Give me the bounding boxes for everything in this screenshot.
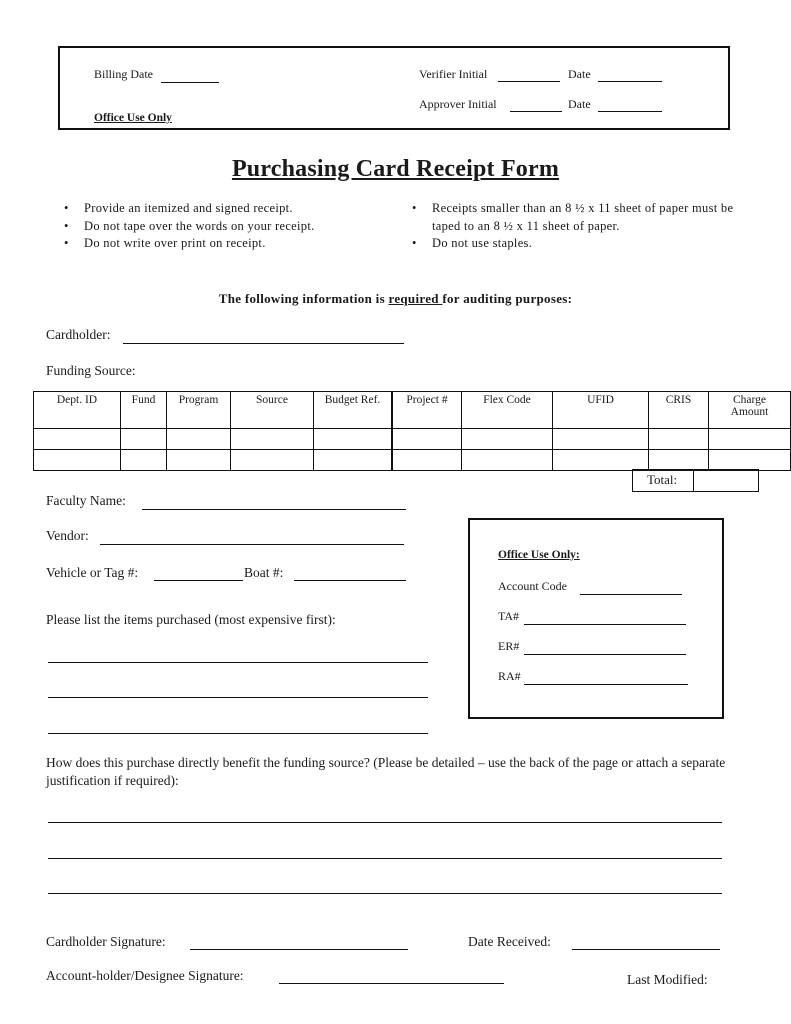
ta-label: TA#: [498, 609, 520, 623]
benefit-line-2[interactable]: [48, 858, 722, 859]
ra-label: RA#: [498, 669, 521, 683]
list-item: • Do not write over print on receipt.: [60, 235, 360, 253]
faculty-name-label: Faculty Name:: [46, 493, 126, 508]
approver-date-field[interactable]: [598, 97, 662, 112]
account-code-label: Account Code: [498, 579, 567, 593]
date-received-field[interactable]: [572, 935, 720, 950]
office-use-only-label: Office Use Only: [94, 112, 172, 124]
table-cell[interactable]: [231, 429, 314, 450]
date-received-label: Date Received:: [468, 934, 551, 949]
er-label: ER#: [498, 639, 520, 653]
table-cell[interactable]: [314, 429, 393, 450]
col-ufid: UFID: [553, 392, 649, 429]
vendor-label: Vendor:: [46, 528, 89, 543]
total-value-cell[interactable]: [693, 469, 759, 492]
account-code-field[interactable]: [580, 580, 682, 595]
cardholder-label: Cardholder:: [46, 327, 111, 342]
verifier-initial-label: Verifier Initial: [419, 67, 488, 81]
col-charge-amount: Charge Amount: [709, 392, 791, 429]
table-row: [34, 429, 791, 450]
approver-initial-label: Approver Initial: [419, 97, 497, 111]
table-cell[interactable]: [392, 429, 462, 450]
col-project: Project #: [392, 392, 462, 429]
items-line-1[interactable]: [48, 662, 428, 663]
last-modified-label: Last Modified:: [627, 972, 708, 987]
boat-label: Boat #:: [244, 565, 284, 580]
billing-date-field[interactable]: [161, 68, 219, 83]
er-field[interactable]: [524, 640, 686, 655]
office-use-heading: Office Use Only:: [498, 549, 580, 561]
table-row: [34, 450, 791, 471]
cardholder-field[interactable]: [123, 329, 404, 344]
table-cell[interactable]: [34, 450, 121, 471]
table-cell[interactable]: [462, 429, 553, 450]
verifier-date-field[interactable]: [598, 67, 662, 82]
list-item: • Do not use staples.: [408, 235, 738, 253]
list-item: • Provide an itemized and signed receipt.: [60, 200, 360, 218]
vehicle-tag-label: Vehicle or Tag #:: [46, 565, 139, 580]
billing-date-label: Billing Date: [94, 67, 153, 81]
col-dept-id: Dept. ID: [34, 392, 121, 429]
funding-source-label: Funding Source:: [46, 363, 136, 378]
benefit-line-1[interactable]: [48, 822, 722, 823]
col-fund: Fund: [121, 392, 167, 429]
table-cell[interactable]: [649, 450, 709, 471]
table-cell[interactable]: [121, 429, 167, 450]
benefit-prompt: How does this purchase directly benefit the funding source? (Please be detailed – use the back of the page or attach a separate justification if required):: [46, 755, 726, 788]
ra-field[interactable]: [524, 670, 688, 685]
required-emphasis: required: [388, 291, 443, 306]
table-header-row: [34, 392, 791, 429]
bullet-icon: •: [412, 236, 417, 250]
benefit-line-3[interactable]: [48, 893, 722, 894]
table-cell[interactable]: [121, 450, 167, 471]
instructions-left: [60, 200, 360, 253]
faculty-name-field[interactable]: [142, 495, 406, 510]
bullet-icon: •: [64, 218, 69, 233]
account-holder-signature-field[interactable]: [279, 969, 504, 984]
table-cell[interactable]: [553, 429, 649, 450]
required-notice: The following information is required for auditing purposes:: [218, 291, 573, 306]
office-use-top-box: [58, 46, 730, 130]
col-flex-code: Flex Code: [462, 392, 553, 429]
table-cell[interactable]: [167, 450, 231, 471]
list-item: • Do not tape over the words on your receipt.: [60, 218, 360, 236]
bullet-icon: •: [64, 236, 69, 250]
col-source: Source: [231, 392, 314, 429]
col-program: Program: [167, 392, 231, 429]
total-label-cell: [632, 469, 694, 492]
table-cell[interactable]: [462, 450, 553, 471]
ta-field[interactable]: [524, 610, 686, 625]
table-cell[interactable]: [167, 429, 231, 450]
bullet-icon: •: [412, 201, 417, 215]
items-line-3[interactable]: [48, 733, 428, 734]
verifier-date-label: Date: [568, 67, 591, 81]
verifier-initial-field[interactable]: [498, 67, 560, 82]
total-label: Total:: [647, 472, 678, 487]
instructions-right: [408, 200, 738, 253]
office-use-box: [468, 518, 724, 719]
table-cell[interactable]: [553, 450, 649, 471]
table-cell[interactable]: [649, 429, 709, 450]
items-prompt: Please list the items purchased (most expensive first):: [46, 612, 336, 627]
col-budget-ref: Budget Ref.: [314, 392, 393, 429]
list-item: • Receipts smaller than an 8 ½ x 11 sheet of paper must be taped to an 8 ½ x 11 sheet of paper.: [412, 201, 734, 233]
table-cell[interactable]: [34, 429, 121, 450]
col-cris: CRIS: [649, 392, 709, 429]
boat-field[interactable]: [294, 566, 406, 581]
vendor-field[interactable]: [100, 530, 404, 545]
approver-date-label: Date: [568, 97, 591, 111]
table-cell[interactable]: [392, 450, 462, 471]
page-title: Purchasing Card Receipt Form: [231, 156, 560, 182]
table-cell[interactable]: [314, 450, 393, 471]
table-cell[interactable]: [709, 429, 791, 450]
account-holder-signature-label: Account-holder/Designee Signature:: [46, 968, 244, 983]
bullet-icon: •: [64, 201, 69, 215]
cardholder-signature-label: Cardholder Signature:: [46, 934, 166, 949]
table-cell[interactable]: [709, 450, 791, 471]
cardholder-signature-field[interactable]: [190, 935, 408, 950]
approver-initial-field[interactable]: [510, 97, 562, 112]
table-cell[interactable]: [231, 450, 314, 471]
funding-source-table: [33, 391, 791, 471]
vehicle-tag-field[interactable]: [154, 566, 243, 581]
items-line-2[interactable]: [48, 697, 428, 698]
